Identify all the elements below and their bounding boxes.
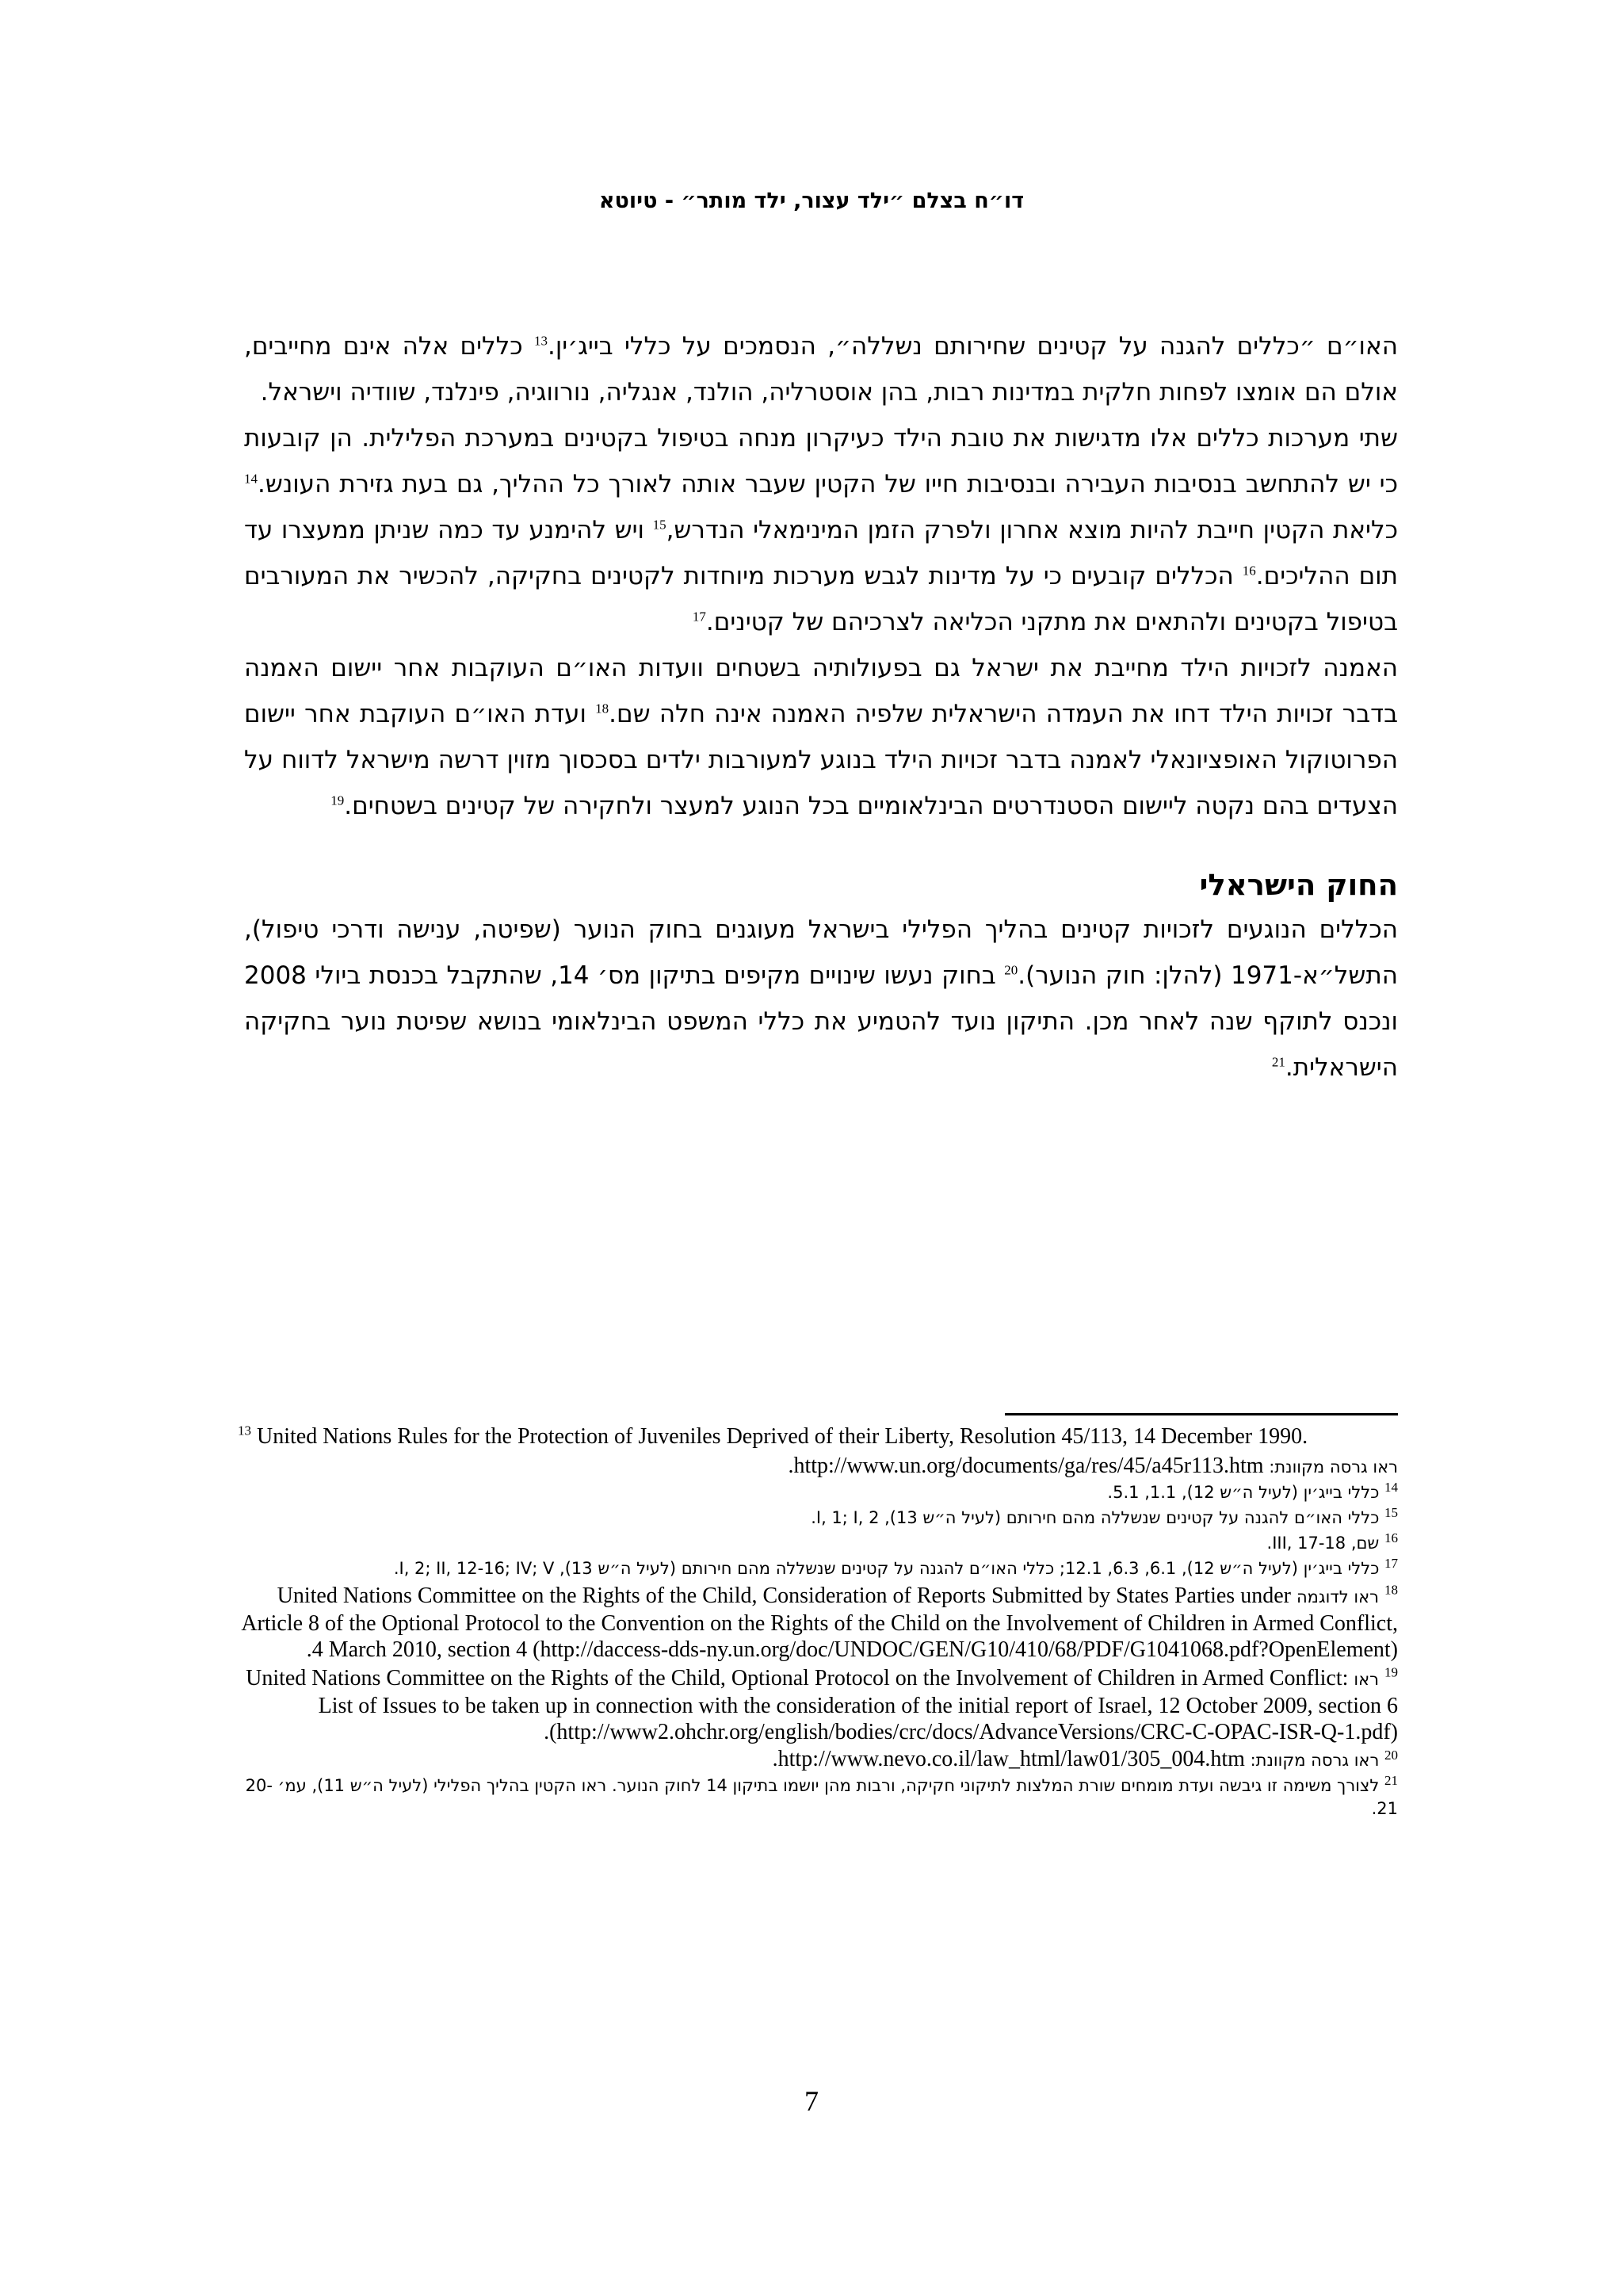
paragraph-4 [244, 907, 1398, 1091]
text: הכללים קובעים כי על מדינות לגבש מערכות מיוחדות לקטינים בחקיקה, להכשיר את המעורבים בטיפול בקטינים ולהתאים את מתקני הכליאה לצרכיהם של קטינים. [244, 562, 1398, 636]
text: האמנה לזכויות הילד מחייבת את ישראל גם בפעולותיה בשטחים וועדות האו״ם העוקבות אחר יישום האמנה בדבר זכויות הילד דחו את העמדה הישראלית שלפיה האמנה אינה חלה שם. [244, 654, 1398, 728]
footnote-prefix: ראו [1354, 1670, 1379, 1689]
footnote-number: 15 [1384, 1505, 1398, 1520]
footnote-prefix: ראו לדוגמה [1296, 1587, 1379, 1606]
footnote-number: 20 [1384, 1748, 1398, 1763]
footnote-ref[interactable]: 20 [1004, 962, 1018, 978]
text: שתי מערכות כללים אלו מדגישות את טובת הילד כעיקרון מנחה בטיפול בקטינים במערכת הפלילית. הן קובעות כי יש להתחשב בנסיבות העבירה ובנסיבות חייו של הקטין שעבר אותה לאורך כל ההליך, גם בעת גזירת העונש. [244, 424, 1398, 499]
footnote-number: 17 [1384, 1556, 1398, 1571]
footnote-number: 13 [238, 1423, 251, 1438]
footnote-text: כללי בייג׳ין (לעיל ה״ש 12), 6.1, 6.3, 12.1; כללי האו״ם להגנה על קטינים שנשללה מהם חירותם (לעיל ה״ש 13), I, 2; II, 12-16; IV; V. [393, 1559, 1380, 1578]
footnote-text: כללי האו״ם להגנה על קטינים שנשללה מהם חירותם (לעיל ה״ש 13), I, 1; I, 2. [811, 1508, 1380, 1527]
footnote-19 [238, 1665, 1398, 1745]
footnote-ref[interactable]: 21 [1271, 1054, 1285, 1070]
text: הכללים הנוגעים לזכויות קטינים בהליך הפלילי בישראל מעוגנים בחוק הנוער (שפיטה, ענישה ודרכי טיפול), התשל״א-1971 (להלן: חוק הנוער). [244, 915, 1398, 990]
page-number: 7 [804, 2085, 819, 2117]
footnote-ref[interactable]: 16 [1242, 563, 1256, 579]
paragraph-2 [244, 415, 1398, 645]
text: בחוק נעשו שינויים מקיפים בתיקון מס׳ 14, שהתקבל בכנסת ביולי 2008 ונכנס לתוקף שנה לאחר מכן. התיקון נועד להטמיע את כללי המשפט הבינלאומי בנושא שפיטת נוער בחקיקה הישראלית. [244, 961, 1398, 1082]
footnote-17 [238, 1557, 1398, 1580]
section-heading: החוק הישראלי [1199, 868, 1398, 902]
footnote-text: United Nations Committee on the Rights of the Child, Consideration of Reports Submitted by States Parties under Article 8 of the Optional Protocol to the Convention on the Rights of the Child on the Involvement of Children in Armed Conflict, 4 March 2010, section 4 (http://daccess-dds-ny.un.org/doc/UNDOC/GEN/G10/410/68/PDF/G1041068.pdf?OpenElement). [241, 1584, 1398, 1662]
paragraph-3 [244, 645, 1398, 829]
footnote-number: 21 [1384, 1773, 1398, 1788]
footnote-text: ראו גרסה מקוונת: [1269, 1457, 1398, 1477]
footnote-15 [238, 1507, 1398, 1530]
footnote-text: United Nations Rules for the Protection of Juveniles Deprived of their Liberty, Resolution 45/113, 14 December 1990. [257, 1424, 1308, 1449]
paragraph-1 [244, 323, 1398, 415]
footnote-13-cont [238, 1454, 1398, 1479]
footnote-separator [1005, 1413, 1398, 1415]
text: כללים אלה אינם מחייבים, אולם הם אומצו לפחות חלקית במדינות רבות, בהן אוסטרליה, הולנד, אנגליה, נורווגיה, פינלנד, שוודיה וישראל. [244, 332, 1398, 407]
footnote-20 [238, 1748, 1398, 1772]
body-text [244, 323, 1398, 1091]
footnote-ref[interactable]: 18 [595, 701, 609, 716]
text: ויש להימנע עד כמה שניתן ממעצרו עד תום ההליכים. [244, 516, 1398, 590]
text: האו״ם ״כללים להגנה על קטינים שחירותם נשללה״, הנסמכים על כללי בייג׳ין. [547, 332, 1398, 361]
footnote-ref[interactable]: 19 [330, 793, 345, 808]
footnote-text: שם, III, 17-18. [1266, 1534, 1380, 1553]
footnote-18 [238, 1583, 1398, 1663]
footnote-text: ראו גרסה מקוונת: [1250, 1751, 1380, 1770]
footnote-ref[interactable]: 13 [533, 333, 548, 349]
footnote-ref[interactable]: 17 [692, 609, 706, 625]
footnote-ref[interactable]: 15 [652, 517, 666, 533]
footnote-number: 19 [1384, 1664, 1398, 1680]
text: ועדת האו״ם העוקבת אחר יישום הפרוטוקול האופציונאלי לאמנה בדבר זכויות הילד בנוגע למעורבות ילדים בסכסוך מזוין דרשה מישראל לדווח על הצעדים בהם נקטה ליישום הסטנדרטים הבינלאומיים בכל הנוגע למעצר ולחקירה של קטינים בשטחים. [244, 700, 1398, 820]
footnote-ref[interactable]: 14 [244, 471, 258, 487]
footnote-21 [238, 1775, 1398, 1820]
footnote-number: 14 [1384, 1480, 1398, 1495]
footnote-16 [238, 1532, 1398, 1555]
footnote-link[interactable]: http://www.un.org/documents/ga/res/45/a45r113.htm. [788, 1454, 1264, 1478]
footnote-13 [238, 1423, 1398, 1450]
footnote-number: 18 [1384, 1582, 1398, 1598]
footnotes [238, 1423, 1398, 1823]
text: כליאת הקטין חייבת להיות מוצא אחרון ולפרק הזמן המינימאלי הנדרש, [666, 516, 1398, 544]
footnote-number: 16 [1384, 1530, 1398, 1545]
footnote-link[interactable]: http://www.nevo.co.il/law_html/law01/305_004.htm. [772, 1747, 1245, 1771]
footnote-14 [238, 1481, 1398, 1504]
footnote-text: כללי בייג׳ין (לעיל ה״ש 12), 1.1, 5.1. [1107, 1483, 1380, 1502]
footnote-text: United Nations Committee on the Rights of the Child, Optional Protocol on the Involvement of Children in Armed Conflict: List of Issues to be taken up in connection with the consideration of the initial report of Israel, 12 October 2009, section 6 (http://www2.ohchr.org/english/bodies/crc/docs/AdvanceVersions/CRC-C-OPAC-ISR-Q-1.pdf). [246, 1666, 1398, 1744]
running-header: דו״ח בצלם ״ילד עצור, ילד מותר״ - טיוטא [598, 189, 1025, 213]
footnote-text: לצורך משימה זו גיבשה ועדת מומחים שורת המלצות לתיקוני חקיקה, ורבות מהן יושמו בתיקון 14 לחוק הנוער. ראו הקטין בהליך הפלילי (לעיל ה״ש 11), עמ׳ 20-21. [245, 1776, 1398, 1818]
